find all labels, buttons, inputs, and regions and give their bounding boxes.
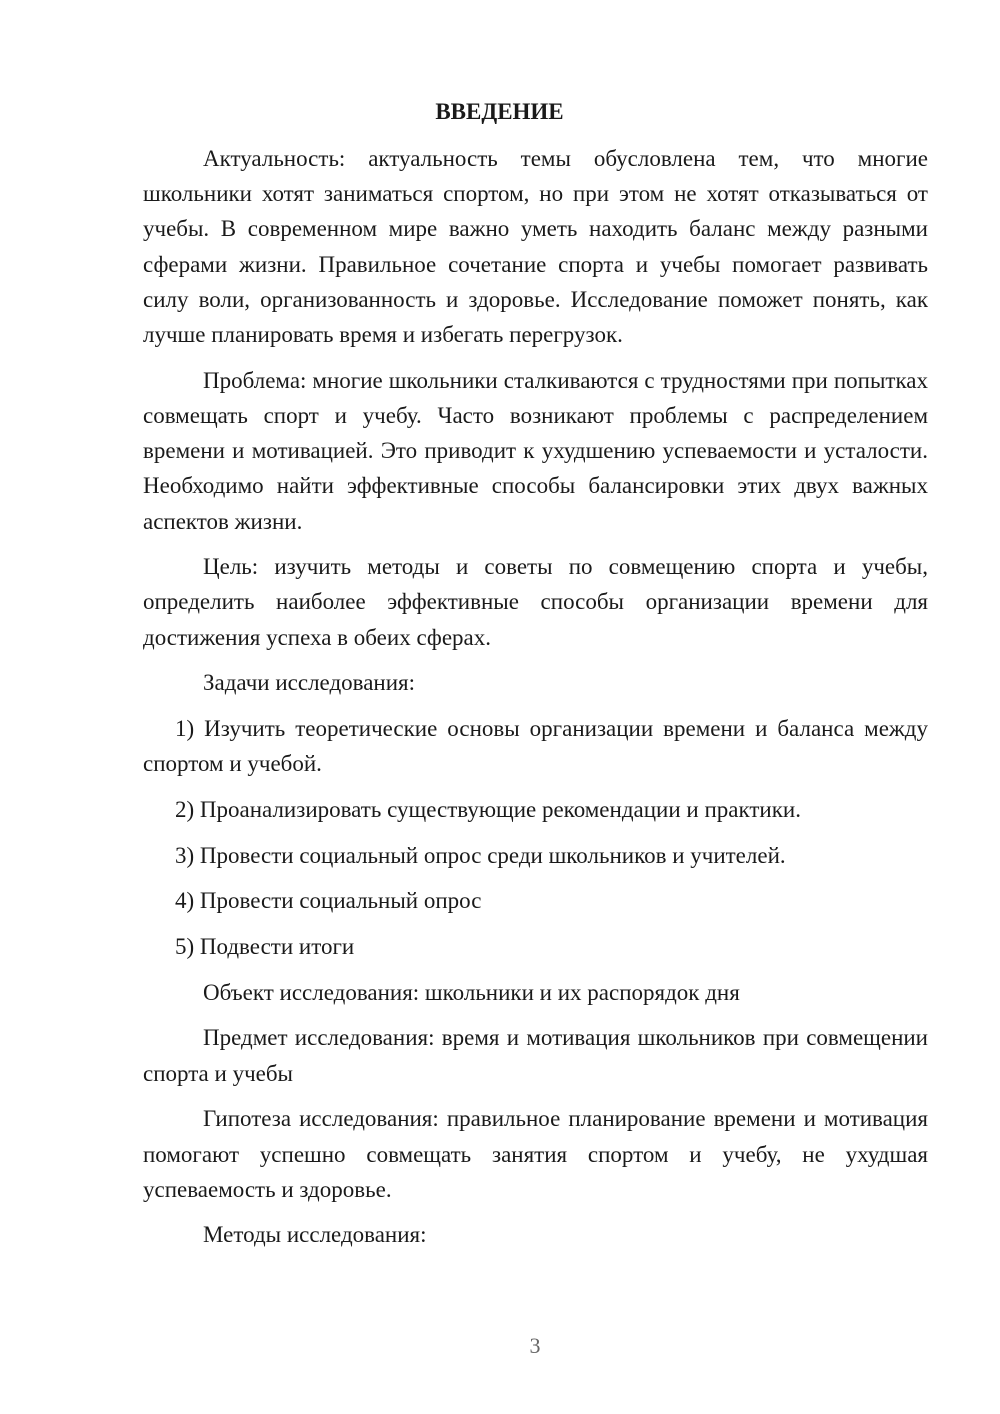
- page-body: [143, 94, 928, 1263]
- goal-paragraph: Цель: изучить методы и советы по совмещению спорта и учебы, определить наиболее эффективные способы организации времени для достижения успеха в обеих сферах.: [143, 554, 928, 650]
- page-number: 3: [529, 1333, 541, 1358]
- subject-paragraph: Предмет исследования: время и мотивация школьников при совмещении спорта и учебы: [143, 1025, 928, 1086]
- relevance-paragraph: Актуальность: актуальность темы обусловлена тем, что многие школьники хотят заниматься спортом, но при этом не хотят отказываться от учебы. В современном мире важно уметь находить баланс между разными сферами жизни. Правильное сочетание спорта и учебы помогает развивать силу воли, организованность и здоровье. Исследование поможет понять, как лучше планировать время и избегать перегрузок.: [143, 146, 928, 348]
- task-item-3: 3) Провести социальный опрос среди школьников и учителей.: [175, 842, 786, 868]
- task-item-1: 1) Изучить теоретические основы организации времени и баланса между спортом и учебой.: [143, 716, 928, 777]
- task-item-2: 2) Проанализировать существующие рекомендации и практики.: [175, 796, 801, 822]
- problem-paragraph: Проблема: многие школьники сталкиваются с трудностями при попытках совмещать спорт и учебу. Часто возникают проблемы с распределением времени и мотивацией. Это приводит к ухудшению успеваемости и усталости. Необходимо найти эффективные способы балансировки этих двух важных аспектов жизни.: [143, 367, 928, 534]
- hypothesis-paragraph: Гипотеза исследования: правильное планирование времени и мотивация помогают успешно совмещать занятия спортом и учебу, не ухудшая успеваемость и здоровье.: [143, 1106, 928, 1202]
- methods-heading: Методы исследования:: [203, 1222, 427, 1248]
- task-item-4: 4) Провести социальный опрос: [175, 888, 482, 914]
- object-paragraph: Объект исследования: школьники и их распорядок дня: [203, 979, 740, 1005]
- page-title: ВВЕДЕНИЕ: [435, 99, 564, 124]
- task-item-5: 5) Подвести итоги: [175, 934, 355, 960]
- tasks-heading: Задачи исследования:: [203, 670, 416, 696]
